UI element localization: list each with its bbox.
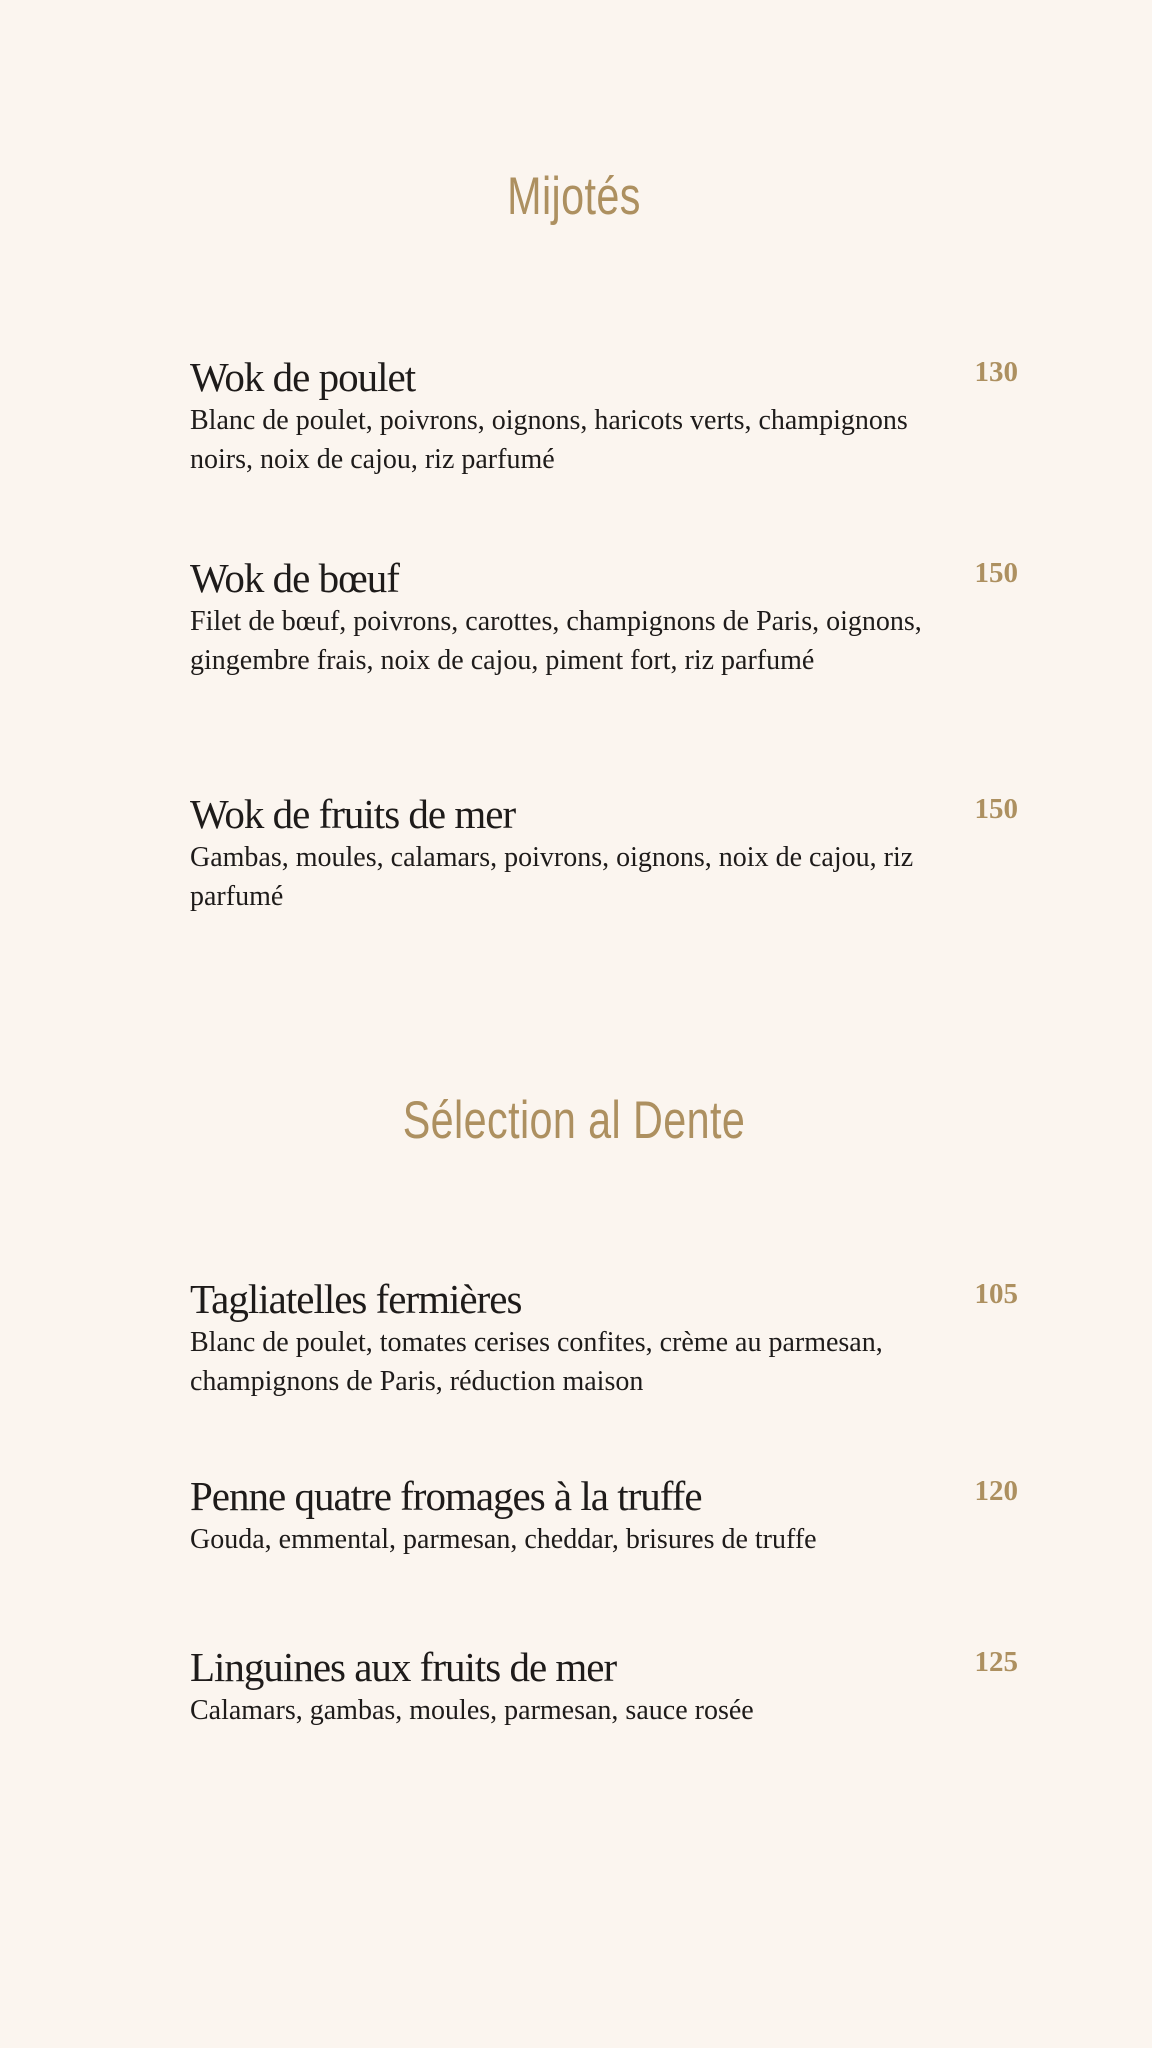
menu-item-name: Linguines aux fruits de mer [190,1644,617,1690]
menu-item-description: Blanc de poulet, poivrons, oignons, haricots verts, champignons noirs, noix de cajou, riz parfumé [190,405,908,475]
menu-item-wok-poulet [190,354,1018,479]
menu-item-name: Wok de bœuf [190,555,399,601]
menu-item-description: Blanc de poulet, tomates cerises confites, crème au parmesan, champignons de Paris, réduction maison [190,1327,883,1397]
menu-item-tagliatelles [190,1276,1018,1401]
menu-item-price: 150 [974,557,1018,589]
menu-item-price: 105 [974,1278,1018,1310]
section-title-mijotes: Mijotés [507,167,641,226]
section-title-selection-al-dente: Sélection al Dente [402,1091,746,1150]
menu-item-price: 120 [974,1475,1018,1507]
menu-item-wok-fruits-de-mer [190,791,1018,916]
menu-item-price: 150 [974,793,1018,825]
menu-item-wok-boeuf [190,555,1018,680]
menu-item-price: 125 [974,1646,1018,1678]
menu-item-description: Filet de bœuf, poivrons, carottes, champignons de Paris, oignons, gingembre frais, noix de cajou, piment fort, riz parfumé [190,606,922,676]
menu-item-penne-truffe [190,1473,1018,1559]
menu-item-price: 130 [974,356,1018,388]
menu-item-name: Wok de poulet [190,354,416,400]
menu-item-name: Penne quatre fromages à la truffe [190,1473,702,1519]
menu-item-description: Gouda, emmental, parmesan, cheddar, brisures de truffe [190,1524,817,1555]
menu-item-name: Tagliatelles fermières [190,1276,522,1322]
menu-item-linguines [190,1644,1018,1730]
menu-item-name: Wok de fruits de mer [190,791,516,837]
menu-item-description: Gambas, moules, calamars, poivrons, oignons, noix de cajou, riz parfumé [190,842,914,912]
menu-item-description: Calamars, gambas, moules, parmesan, sauce rosée [190,1695,754,1726]
